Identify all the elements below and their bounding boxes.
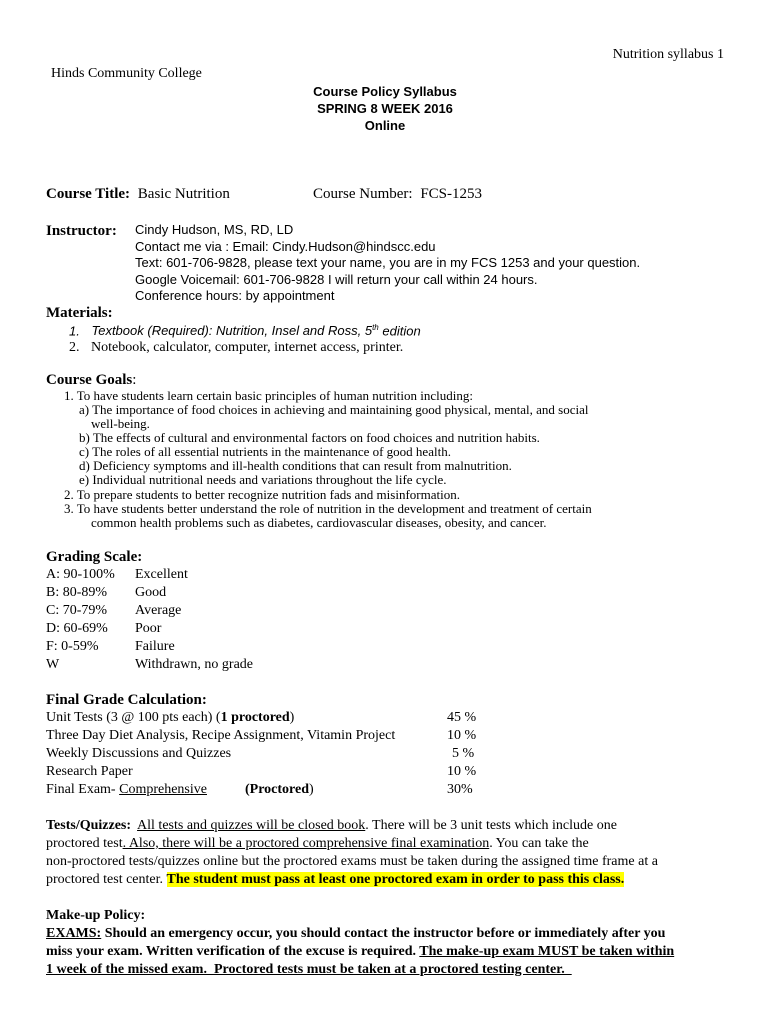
tests-label: Tests/Quizzes: [46, 818, 132, 833]
edition-word: edition [378, 323, 421, 339]
grade-desc: Good [135, 585, 167, 600]
college-name: Hinds Community College [51, 66, 202, 81]
makeup-line-3: 1 week of the missed exam. Proctored tests must be taken at a proctored testing center. [46, 962, 572, 977]
final-exam-proctored [245, 782, 314, 798]
goal-line: b) The effects of cultural and environmental factors on food choices and nutrition habits. [79, 430, 540, 445]
grade-desc: Average [135, 603, 182, 618]
proctored-text: (Proctored [245, 782, 310, 797]
list-number: 1. [69, 323, 80, 339]
exams-label: EXAMS: [46, 926, 102, 941]
materials-item-2 [69, 340, 403, 356]
final-grade-row [46, 782, 207, 798]
goal-line: common health problems such as diabetes, cardiovascular diseases, obesity, and cancer. [91, 515, 547, 530]
makeup-label: Make-up Policy: [46, 908, 146, 923]
tests-line-4 [46, 872, 624, 888]
grading-row [46, 567, 253, 585]
grade-range: C: 70-79% [46, 603, 108, 618]
proctored-count: 1 proctored [220, 710, 290, 725]
tests-text: . There will be 3 unit tests which include one [365, 818, 617, 833]
tests-text: . You can take the [489, 836, 589, 851]
makeup-line-1 [46, 926, 665, 942]
instructor-label: Instructor: [46, 223, 117, 239]
final-grade-row: Research Paper [46, 764, 133, 779]
makeup-text: miss your exam. Written verification of the excuse is required. [46, 944, 420, 959]
title-line: Course Policy Syllabus [313, 84, 457, 99]
instructor-info [135, 222, 640, 305]
final-grade-row: Three Day Diet Analysis, Recipe Assignment, Vitamin Project [46, 728, 396, 743]
item-text: ) [289, 710, 295, 725]
final-grade-pct: 30% [447, 782, 473, 797]
item-text: Final Exam- [46, 782, 120, 797]
title-line: Online [364, 118, 406, 133]
instructor-line: Conference hours: by appointment [135, 288, 335, 303]
grading-label: Grading Scale: [46, 549, 143, 565]
goal-line: 1. To have students learn certain basic principles of human nutrition including: [64, 388, 473, 403]
grade-desc: Failure [135, 639, 175, 654]
makeup-text: Should an emergency occur, you should contact the instructor before or immediately after you [101, 926, 666, 941]
title-line: SPRING 8 WEEK 2016 [317, 101, 453, 116]
must-pass-highlight: The student must pass at least one proctored exam in order to pass this class. [166, 872, 625, 887]
grading-row [46, 585, 253, 603]
final-grade-pct: 10 % [447, 764, 477, 779]
tests-text: proctored test [46, 836, 123, 851]
course-number-label: Course Number: [313, 186, 413, 202]
makeup-line-2 [46, 944, 674, 960]
item-text: Unit Tests (3 @ 100 pts each) ( [46, 710, 221, 725]
goals-colon: : [132, 372, 137, 388]
comprehensive-text: Comprehensive [119, 782, 207, 797]
grading-row [46, 621, 253, 639]
instructor-line: Google Voicemail: 601-706-9828 I will return your call within 24 hours. [135, 271, 538, 287]
final-grade-pct: 45 % [447, 710, 477, 725]
final-exam-note: . Also, there will be a proctored comprehensive final examination [122, 836, 490, 851]
grade-desc: Poor [135, 621, 162, 636]
goal-line: 2. To prepare students to better recognize nutrition fads and misinformation. [64, 487, 460, 502]
final-grade-pct: 10 % [447, 728, 477, 743]
instructor-line: Text: 601-706-9828, please text your name, you are in my FCS 1253 and your question. [135, 255, 641, 270]
grading-row [46, 603, 253, 621]
goal-line: c) The roles of all essential nutrients in the maintenance of good health. [79, 444, 451, 459]
course-title-label: Course Title: [46, 186, 131, 202]
grade-desc: Excellent [135, 567, 188, 582]
goal-line: d) Deficiency symptoms and ill-health conditions that can result from malnutrition. [79, 458, 512, 473]
textbook-text: Textbook (Required): Nutrition, Insel and Ross, 5 [91, 323, 373, 339]
goal-line: 3. To have students better understand the role of nutrition in the development and treatment of certain [64, 501, 592, 516]
goal-line: a) The importance of food choices in achieving and maintaining good physical, mental, and social [79, 402, 589, 417]
syllabus-title [0, 83, 770, 134]
running-head: Nutrition syllabus 1 [612, 47, 724, 62]
course-title [46, 186, 230, 203]
materials-item-text: Notebook, calculator, computer, internet access, printer. [91, 340, 404, 355]
tests-text: proctored test center. [46, 872, 167, 887]
tests-line-1 [46, 818, 617, 834]
grade-range: B: 80-89% [46, 585, 108, 600]
final-grade-row: Weekly Discussions and Quizzes [46, 746, 232, 761]
instructor-line: Cindy Hudson, MS, RD, LD [135, 222, 294, 237]
closed-book-text: All tests and quizzes will be closed book [137, 818, 366, 833]
grading-row [46, 639, 253, 657]
item-text: ) [309, 782, 314, 797]
grade-desc: Withdrawn, no grade [135, 657, 254, 672]
makeup-deadline: The make-up exam MUST be taken within [419, 944, 675, 959]
materials-item-1 [69, 323, 421, 338]
tests-line-2 [46, 836, 589, 852]
goals-label: Course Goals [46, 372, 133, 388]
grading-table [46, 567, 253, 675]
edition-superscript: th [372, 323, 379, 332]
course-title-value: Basic Nutrition [137, 186, 230, 202]
grade-range: D: 60-69% [46, 621, 108, 636]
grade-range: F: 0-59% [46, 639, 99, 654]
final-grade-pct: 5 % [452, 746, 475, 761]
materials-label: Materials: [46, 305, 113, 321]
goal-line: well-being. [91, 416, 150, 431]
course-number-value: FCS-1253 [420, 186, 483, 202]
grade-range: A: 90-100% [46, 567, 115, 582]
grade-range: W [46, 657, 60, 672]
instructor-line: Contact me via : Email: Cindy.Hudson@hindscc.edu [135, 238, 436, 254]
final-grade-row [46, 710, 294, 726]
goals-heading [46, 372, 136, 389]
list-number: 2. [69, 340, 80, 355]
goal-line: e) Individual nutritional needs and variations throughout the life cycle. [79, 472, 447, 487]
tests-line-3: non-proctored tests/quizzes online but the proctored exams must be taken during the assigned time frame at a [46, 854, 658, 869]
grading-row [46, 657, 253, 675]
course-number [313, 186, 482, 203]
final-grade-label: Final Grade Calculation: [46, 692, 207, 708]
